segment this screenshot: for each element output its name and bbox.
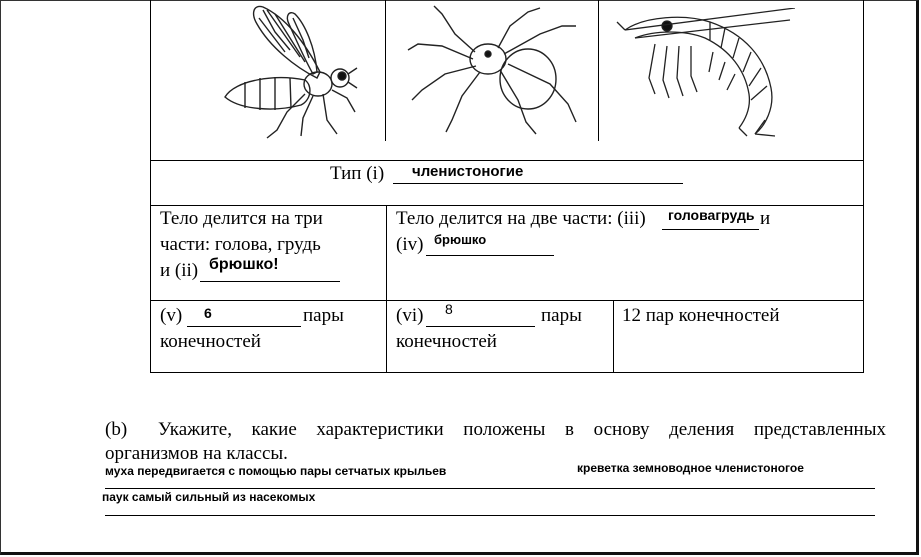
answer-vi-line — [426, 326, 535, 327]
answer-iii: головагрудь — [668, 207, 755, 223]
shrimp-illustration — [615, 8, 795, 140]
legs-12-text: 12 пар конечностей — [622, 305, 780, 326]
question-b-line2: организмов на классы. — [105, 443, 288, 464]
answer-vi: 8 — [445, 301, 453, 317]
spider-illustration — [400, 4, 585, 138]
legs-v-prefix: (v) — [160, 305, 183, 326]
question-b-label: (b) — [105, 419, 128, 440]
three-parts-line3: и (ii) — [160, 260, 199, 281]
fly-illustration — [205, 2, 370, 140]
type-label: Тип (i) — [330, 163, 385, 184]
legs-vi-line2: конечностей — [396, 331, 497, 352]
answer-v-line — [187, 326, 301, 327]
three-parts-line1: Тело делится на три — [160, 208, 323, 229]
legs-vi-suffix: пары — [541, 305, 582, 326]
answer-ii-line — [200, 281, 340, 282]
answer-b-line-1 — [105, 488, 875, 489]
answer-iii-line — [662, 229, 759, 230]
answer-ii: брюшко! — [209, 256, 279, 273]
answer-iv: брюшко — [434, 232, 487, 247]
three-parts-line2: части: голова, грудь — [160, 234, 321, 255]
answer-b-1: муха передвигается с помощью пары сетчатых крыльев — [105, 464, 447, 478]
answer-iv-line — [426, 255, 554, 256]
answer-b-3: паук самый сильный из насекомых — [102, 490, 316, 504]
type-answer: членистоногие — [412, 163, 524, 180]
two-parts-line1: Тело делится на две части: (iii) — [396, 208, 646, 229]
legs-v-line2: конечностей — [160, 331, 261, 352]
two-parts-and: и — [760, 208, 771, 229]
legs-v-suffix: пары — [303, 305, 344, 326]
type-answer-line — [393, 183, 683, 184]
answer-b-2: креветка земноводное членистоногое — [577, 461, 804, 475]
question-b-line1: Укажите, какие характеристики положены в основу деления представленных — [158, 419, 886, 440]
answer-v: 6 — [204, 305, 212, 321]
two-parts-line2: (iv) — [396, 234, 424, 255]
legs-vi-prefix: (vi) — [396, 305, 424, 326]
answer-b-line-2 — [105, 515, 875, 516]
